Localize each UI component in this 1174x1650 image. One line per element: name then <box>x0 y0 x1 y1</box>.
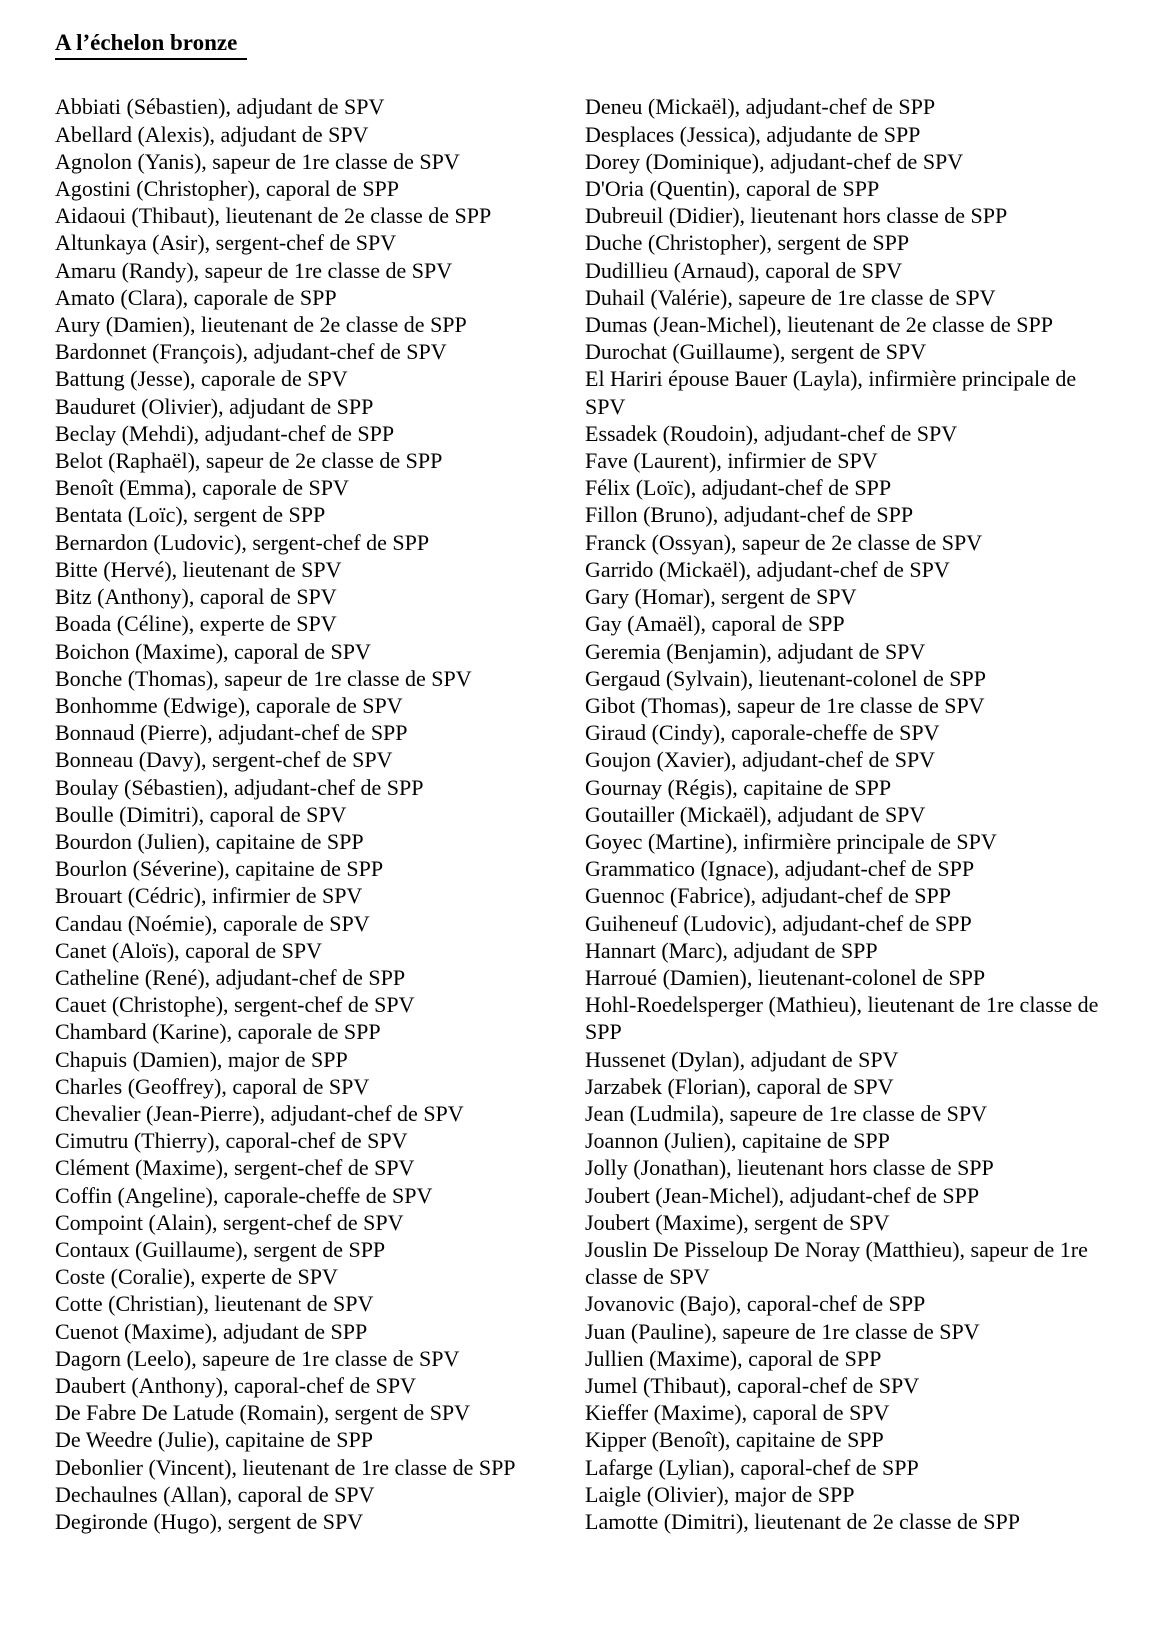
list-item: Desplaces (Jessica), adjudante de SPP <box>585 121 921 147</box>
list-item: Altunkaya (Asir), sergent-chef de SPV <box>55 230 397 256</box>
list-item: Gary (Homar), sergent de SPV <box>585 584 857 610</box>
list-item: Félix (Loïc), adjudant-chef de SPP <box>585 475 892 501</box>
list-item: Bonhomme (Edwige), caporale de SPV <box>55 692 403 718</box>
list-item: Gibot (Thomas), sapeur de 1re classe de SPV <box>585 692 985 718</box>
list-item: Duhail (Valérie), sapeure de 1re classe de SPV <box>585 284 996 310</box>
list-item: Agostini (Christopher), caporal de SPP <box>55 176 400 202</box>
list-item: Harroué (Damien), lieutenant-colonel de SPP <box>585 964 986 990</box>
list-item: De Fabre De Latude (Romain), sergent de SPV <box>55 1400 471 1426</box>
list-item: Guiheneuf (Ludovic), adjudant-chef de SPP <box>585 910 972 936</box>
list-item: Agnolon (Yanis), sapeur de 1re classe de SPV <box>55 148 460 174</box>
list-item: Essadek (Roudoin), adjudant-chef de SPV <box>585 420 958 446</box>
list-item: Amaru (Randy), sapeur de 1re classe de SPV <box>55 257 453 283</box>
list-item: Lafarge (Lylian), caporal-chef de SPP <box>585 1454 919 1480</box>
list-item: Bonnaud (Pierre), adjudant-chef de SPP <box>55 720 408 746</box>
list-item: Aidaoui (Thibaut), lieutenant de 2e classe de SPP <box>55 203 492 229</box>
list-item: Garrido (Mickaël), adjudant-chef de SPV <box>585 556 950 582</box>
list-item: Dechaulnes (Allan), caporal de SPV <box>55 1481 375 1507</box>
list-item: Gay (Amaël), caporal de SPP <box>585 611 845 637</box>
list-item: Goyec (Martine), infirmière principale de SPV <box>585 828 997 854</box>
list-item: Brouart (Cédric), infirmier de SPV <box>55 883 363 909</box>
list-item: Gergaud (Sylvain), lieutenant-colonel de SPP <box>585 665 987 691</box>
list-item: Jarzabek (Florian), caporal de SPV <box>585 1073 894 1099</box>
list-item: Benoît (Emma), caporale de SPV <box>55 475 349 501</box>
list-item: Contaux (Guillaume), sergent de SPP <box>55 1236 386 1262</box>
list-item: Jouslin De Pisseloup De Noray (Matthieu), sapeur de 1re classe de SPV <box>585 1236 1088 1290</box>
list-item: Giraud (Cindy), caporale-cheffe de SPV <box>585 720 940 746</box>
list-item: Franck (Ossyan), sapeur de 2e classe de SPV <box>585 529 983 555</box>
list-item: Jolly (Jonathan), lieutenant hors classe de SPP <box>585 1155 994 1181</box>
list-item: Coffin (Angeline), caporale-cheffe de SPV <box>55 1182 433 1208</box>
list-item: Fillon (Bruno), adjudant-chef de SPP <box>585 502 914 528</box>
list-item: Charles (Geoffrey), caporal de SPV <box>55 1073 370 1099</box>
list-item: Hannart (Marc), adjudant de SPP <box>585 937 878 963</box>
list-item: Clément (Maxime), sergent-chef de SPV <box>55 1155 415 1181</box>
list-item: Goutailler (Mickaël), adjudant de SPV <box>585 801 926 827</box>
list-item: Chambard (Karine), caporale de SPP <box>55 1019 381 1045</box>
list-item: Fave (Laurent), infirmier de SPV <box>585 448 878 474</box>
list-item: Joannon (Julien), capitaine de SPP <box>585 1128 890 1154</box>
list-item: Dudillieu (Arnaud), caporal de SPV <box>585 257 903 283</box>
list-item: Kipper (Benoît), capitaine de SPP <box>585 1427 884 1453</box>
list-item: Catheline (René), adjudant-chef de SPP <box>55 964 406 990</box>
list-item: Dorey (Dominique), adjudant-chef de SPV <box>585 148 964 174</box>
list-item: Bourlon (Séverine), capitaine de SPP <box>55 856 384 882</box>
list-item: Debonlier (Vincent), lieutenant de 1re classe de SPP <box>55 1454 516 1480</box>
list-item: Bentata (Loïc), sergent de SPP <box>55 502 326 528</box>
list-item: Dubreuil (Didier), lieutenant hors classe de SPP <box>585 203 1008 229</box>
list-item: Juan (Pauline), sapeure de 1re classe de SPV <box>585 1318 980 1344</box>
list-item: Cimutru (Thierry), caporal-chef de SPV <box>55 1128 408 1154</box>
list-item: Lamotte (Dimitri), lieutenant de 2e classe de SPP <box>585 1509 1021 1534</box>
list-item: Boichon (Maxime), caporal de SPV <box>55 638 371 664</box>
list-item: Bardonnet (François), adjudant-chef de SPV <box>55 339 447 365</box>
list-item: Bonche (Thomas), sapeur de 1re classe de SPV <box>55 665 472 691</box>
list-item: Bernardon (Ludovic), sergent-chef de SPP <box>55 529 430 555</box>
list-item: Candau (Noémie), caporale de SPV <box>55 910 370 936</box>
list-item: Jullien (Maxime), caporal de SPP <box>585 1345 882 1371</box>
list-item: Canet (Aloïs), caporal de SPV <box>55 937 322 963</box>
list-item: Deneu (Mickaël), adjudant-chef de SPP <box>585 94 936 120</box>
list-item: Daubert (Anthony), caporal-chef de SPV <box>55 1372 417 1398</box>
list-item: Bauduret (Olivier), adjudant de SPP <box>55 393 374 419</box>
list-item: Chapuis (Damien), major de SPP <box>55 1046 348 1072</box>
list-item: Jean (Ludmila), sapeure de 1re classe de SPV <box>585 1100 987 1126</box>
list-item: Jovanovic (Bajo), caporal-chef de SPP <box>585 1291 926 1317</box>
list-item: Gournay (Régis), capitaine de SPP <box>585 774 892 800</box>
list-item: Joubert (Maxime), sergent de SPV <box>585 1209 890 1235</box>
list-item: Laigle (Olivier), major de SPP <box>585 1481 855 1507</box>
list-item: Bitte (Hervé), lieutenant de SPV <box>55 556 342 582</box>
page-title: A l’échelon bronze <box>55 30 247 60</box>
list-item: Geremia (Benjamin), adjudant de SPV <box>585 638 926 664</box>
list-item: D'Oria (Quentin), caporal de SPP <box>585 176 880 202</box>
list-item: De Weedre (Julie), capitaine de SPP <box>55 1427 373 1453</box>
list-item: El Hariri épouse Bauer (Layla), infirmière principale de SPV <box>585 366 1077 419</box>
two-column-list <box>55 93 1136 1535</box>
list-item: Dagorn (Leelo), sapeure de 1re classe de SPV <box>55 1345 460 1371</box>
list-item: Boulay (Sébastien), adjudant-chef de SPP <box>55 774 424 800</box>
list-item: Grammatico (Ignace), adjudant-chef de SPP <box>585 856 975 882</box>
list-item: Hohl-Roedelsperger (Mathieu), lieutenant de 1re classe de SPP <box>585 992 1099 1045</box>
list-item: Duche (Christopher), sergent de SPP <box>585 230 910 256</box>
list-item: Durochat (Guillaume), sergent de SPV <box>585 339 927 365</box>
list-item: Compoint (Alain), sergent-chef de SPV <box>55 1209 404 1235</box>
list-item: Chevalier (Jean-Pierre), adjudant-chef de SPV <box>55 1100 464 1126</box>
list-item: Dumas (Jean-Michel), lieutenant de 2e classe de SPP <box>585 312 1053 338</box>
list-item: Amato (Clara), caporale de SPP <box>55 284 337 310</box>
list-item: Kieffer (Maxime), caporal de SPV <box>585 1400 890 1426</box>
list-item: Belot (Raphaël), sapeur de 2e classe de SPP <box>55 448 443 474</box>
list-item: Joubert (Jean-Michel), adjudant-chef de SPP <box>585 1182 980 1208</box>
list-item: Bourdon (Julien), capitaine de SPP <box>55 828 364 854</box>
recipient-list-column-left <box>55 93 585 1535</box>
list-item: Abbiati (Sébastien), adjudant de SPV <box>55 94 385 120</box>
list-item: Coste (Coralie), experte de SPV <box>55 1264 338 1290</box>
list-item: Boulle (Dimitri), caporal de SPV <box>55 801 347 827</box>
list-item: Cotte (Christian), lieutenant de SPV <box>55 1291 374 1317</box>
list-item: Hussenet (Dylan), adjudant de SPV <box>585 1046 899 1072</box>
list-item: Cauet (Christophe), sergent-chef de SPV <box>55 992 415 1018</box>
list-item: Cuenot (Maxime), adjudant de SPP <box>55 1318 368 1344</box>
list-item: Goujon (Xavier), adjudant-chef de SPV <box>585 747 936 773</box>
list-item: Aury (Damien), lieutenant de 2e classe de SPP <box>55 312 467 338</box>
list-item: Bonneau (Davy), sergent-chef de SPV <box>55 747 393 773</box>
list-item: Bitz (Anthony), caporal de SPV <box>55 584 337 610</box>
list-item: Battung (Jesse), caporale de SPV <box>55 366 348 392</box>
list-item: Beclay (Mehdi), adjudant-chef de SPP <box>55 420 395 446</box>
list-item: Jumel (Thibaut), caporal-chef de SPV <box>585 1372 920 1398</box>
list-item: Boada (Céline), experte de SPV <box>55 611 337 637</box>
list-item: Degironde (Hugo), sergent de SPV <box>55 1509 364 1534</box>
list-item: Abellard (Alexis), adjudant de SPV <box>55 121 369 147</box>
recipient-list-column-right <box>585 93 1106 1535</box>
list-item: Guennoc (Fabrice), adjudant-chef de SPP <box>585 883 951 909</box>
